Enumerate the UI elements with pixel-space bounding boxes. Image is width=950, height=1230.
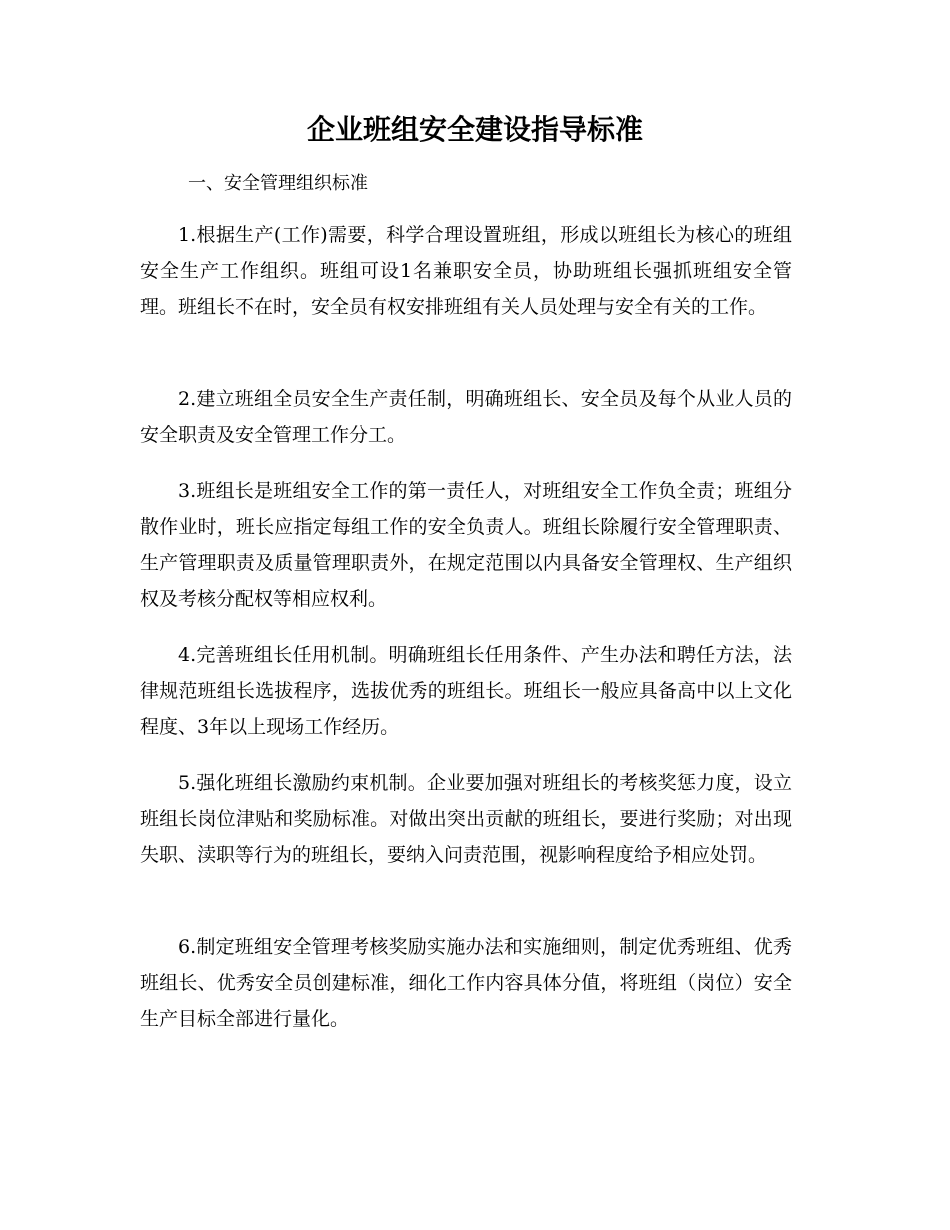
paragraph-3: 3.班组长是班组安全工作的第一责任人，对班组安全工作负全责；班组分散作业时，班长应指定每组工作的安全负责人。班组长除履行安全管理职责、生产管理职责及质量管理职责外，在规定范围以内具备安全管理权、生产组织权及考核分配权等相应权利。 (140, 480, 792, 610)
paragraph-5: 5.强化班组长激励约束机制。企业要加强对班组长的考核奖惩力度，设立班组长岗位津贴和奖励标准。对做出突出贡献的班组长，要进行奖励；对出现失职、渎职等行为的班组长，要纳入问责范围，视影响程度给予相应处罚。 (140, 772, 792, 866)
paragraph-1: 1.根据生产(工作)需要，科学合理设置班组，形成以班组长为核心的班组安全生产工作组织。班组可设1名兼职安全员，协助班组长强抓班组安全管理。班组长不在时，安全员有权安排班组有关人员处理与安全有关的工作。 (140, 224, 792, 318)
paragraph-2: 2.建立班组全员安全生产责任制，明确班组长、安全员及每个从业人员的安全职责及安全管理工作分工。 (140, 388, 792, 446)
section-heading: 一、安全管理组织标准 (188, 173, 368, 194)
paragraph-6: 6.制定班组安全管理考核奖励实施办法和实施细则，制定优秀班组、优秀班组长、优秀安全员创建标准，细化工作内容具体分值，将班组（岗位）安全生产目标全部进行量化。 (140, 936, 792, 1030)
document-title: 企业班组安全建设指导标准 (306, 113, 643, 146)
paragraph-4: 4.完善班组长任用机制。明确班组长任用条件、产生办法和聘任方法，法律规范班组长选拔程序，选拔优秀的班组长。班组长一般应具备高中以上文化程度、3年以上现场工作经历。 (140, 644, 792, 738)
